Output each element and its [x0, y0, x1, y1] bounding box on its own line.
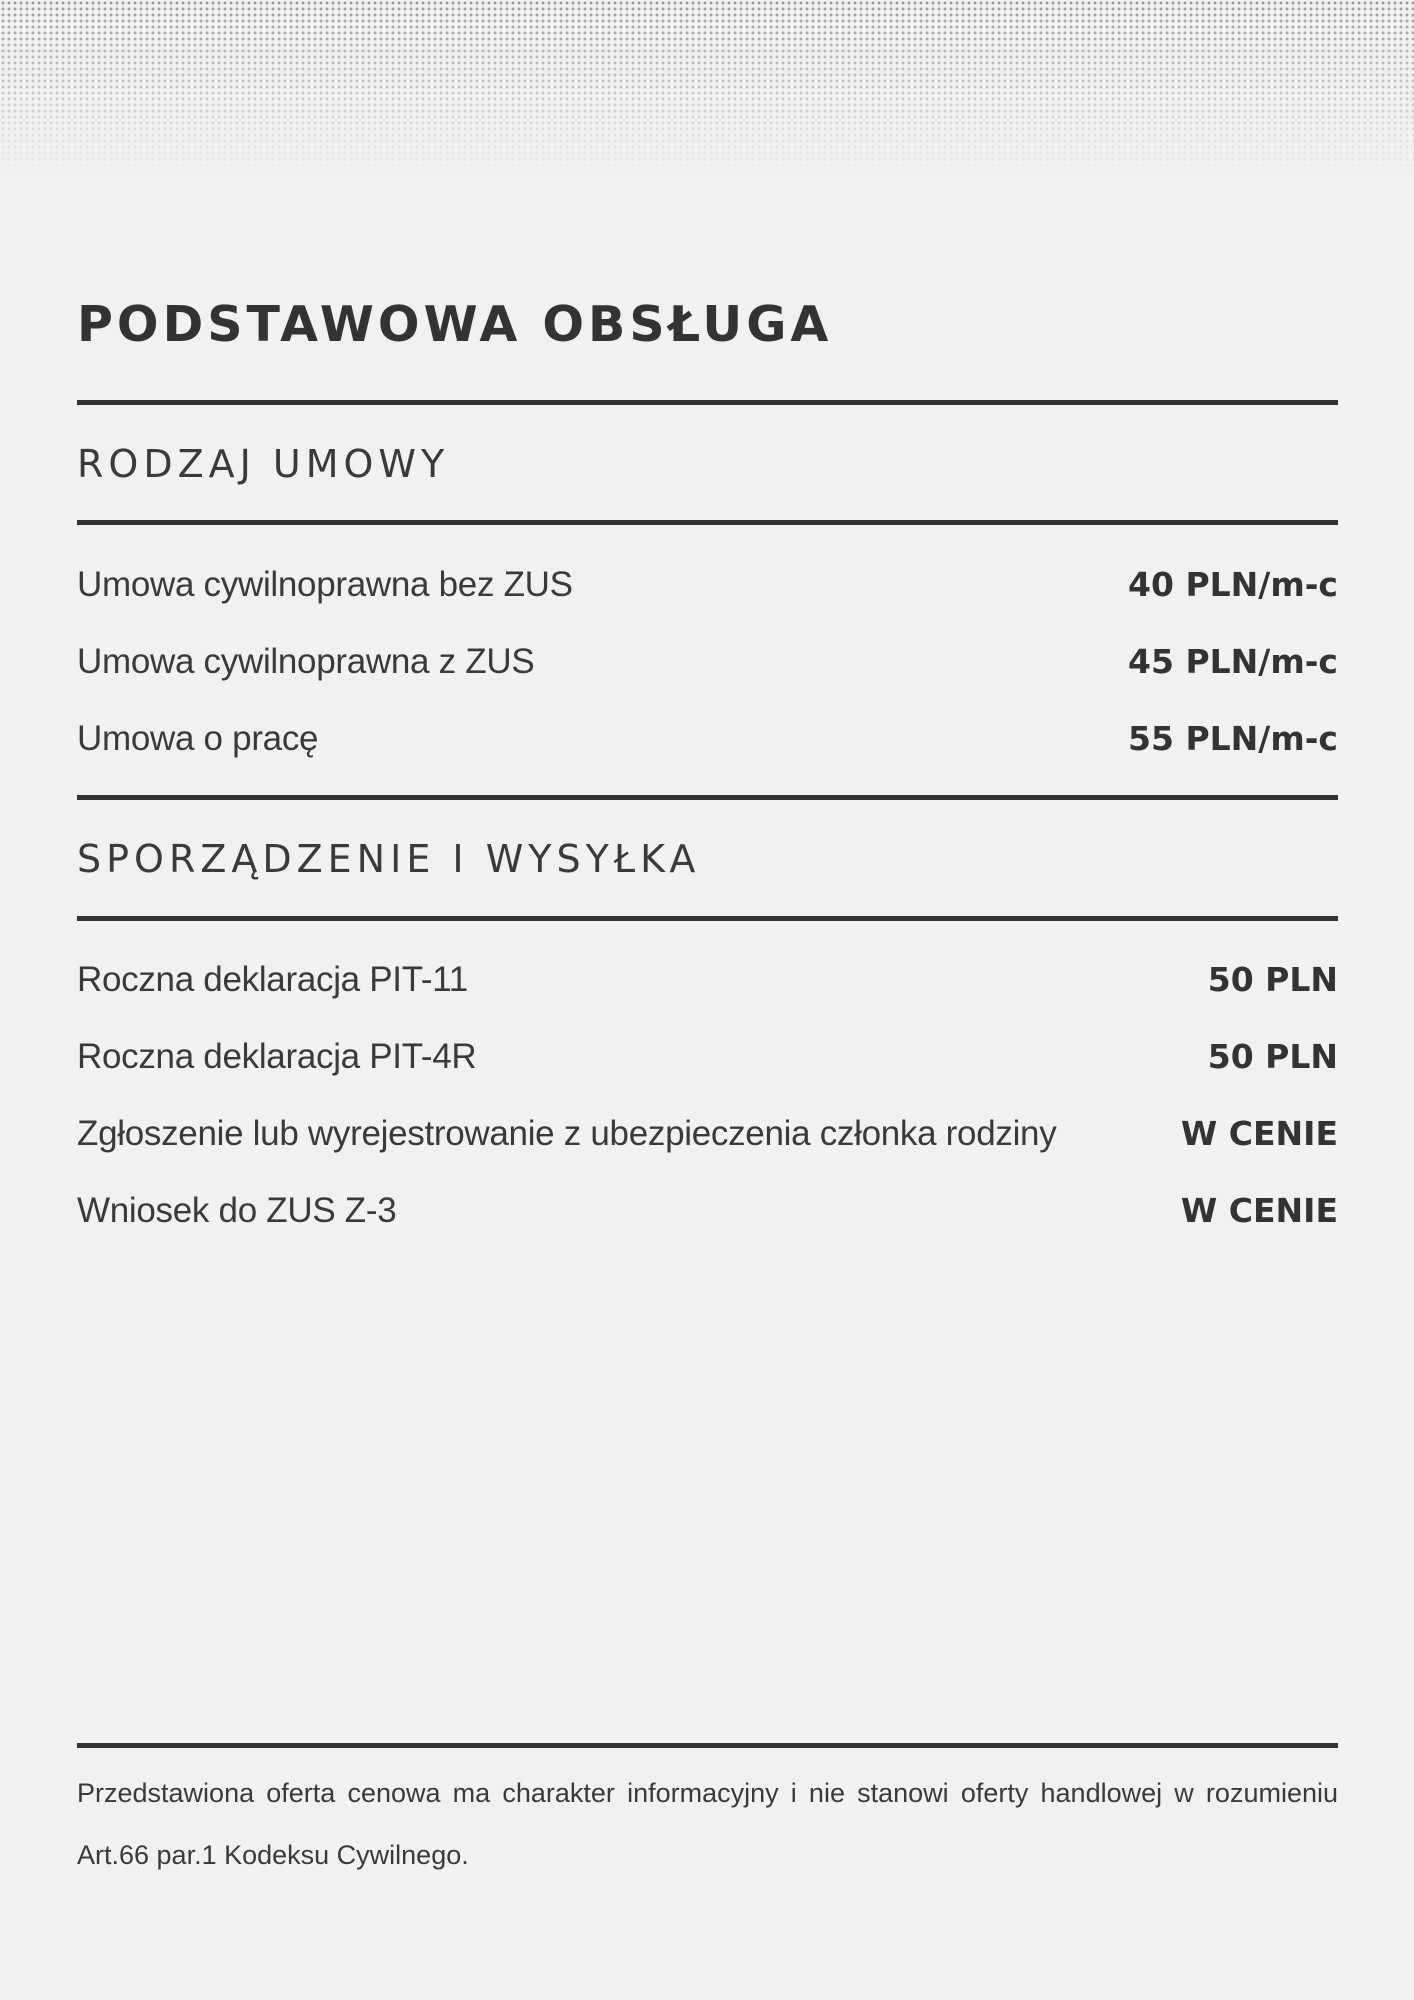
- service-label: Roczna deklaracja PIT-11: [77, 960, 468, 999]
- halftone-dot-header-decoration: [0, 0, 1414, 175]
- service-label: Wniosek do ZUS Z-3: [77, 1191, 397, 1230]
- service-price: W CENIE: [1180, 1191, 1338, 1230]
- service-label: Umowa cywilnoprawna bez ZUS: [77, 565, 573, 604]
- price-row: [77, 1186, 1338, 1236]
- service-price: 50 PLN: [1207, 1037, 1338, 1076]
- service-price: 50 PLN: [1207, 960, 1338, 999]
- service-label: Umowa cywilnoprawna z ZUS: [77, 642, 535, 681]
- price-row: [77, 1109, 1338, 1159]
- price-row: [77, 637, 1338, 687]
- section-divider: [77, 520, 1338, 525]
- service-label: Zgłoszenie lub wyrejestrowanie z ubezpieczenia członka rodziny: [77, 1114, 1057, 1153]
- service-label: Roczna deklaracja PIT-4R: [77, 1037, 477, 1076]
- price-row: [77, 1032, 1338, 1082]
- service-price: 40 PLN/m-c: [1128, 565, 1338, 604]
- service-price: 45 PLN/m-c: [1128, 642, 1338, 681]
- title-divider: [77, 400, 1338, 405]
- price-row: [77, 714, 1338, 764]
- legal-disclaimer: Przedstawiona oferta cenowa ma charakter informacyjny i nie stanowi oferty handlowej w rozumieniu Art.66 par.1 Kodeksu Cywilnego.: [77, 1778, 1338, 1870]
- service-price: 55 PLN/m-c: [1128, 719, 1338, 758]
- section-divider: [77, 916, 1338, 921]
- service-price: W CENIE: [1180, 1114, 1338, 1153]
- price-row: [77, 955, 1338, 1005]
- footer-divider: [77, 1743, 1338, 1748]
- section-heading-contract-type: RODZAJ UMOWY: [77, 442, 450, 486]
- section-heading-preparation-and-sending: SPORZĄDZENIE I WYSYŁKA: [77, 837, 701, 881]
- section-divider: [77, 795, 1338, 800]
- page-title: PODSTAWOWA OBSŁUGA: [77, 296, 833, 353]
- service-label: Umowa o pracę: [77, 719, 319, 758]
- price-row: [77, 560, 1338, 610]
